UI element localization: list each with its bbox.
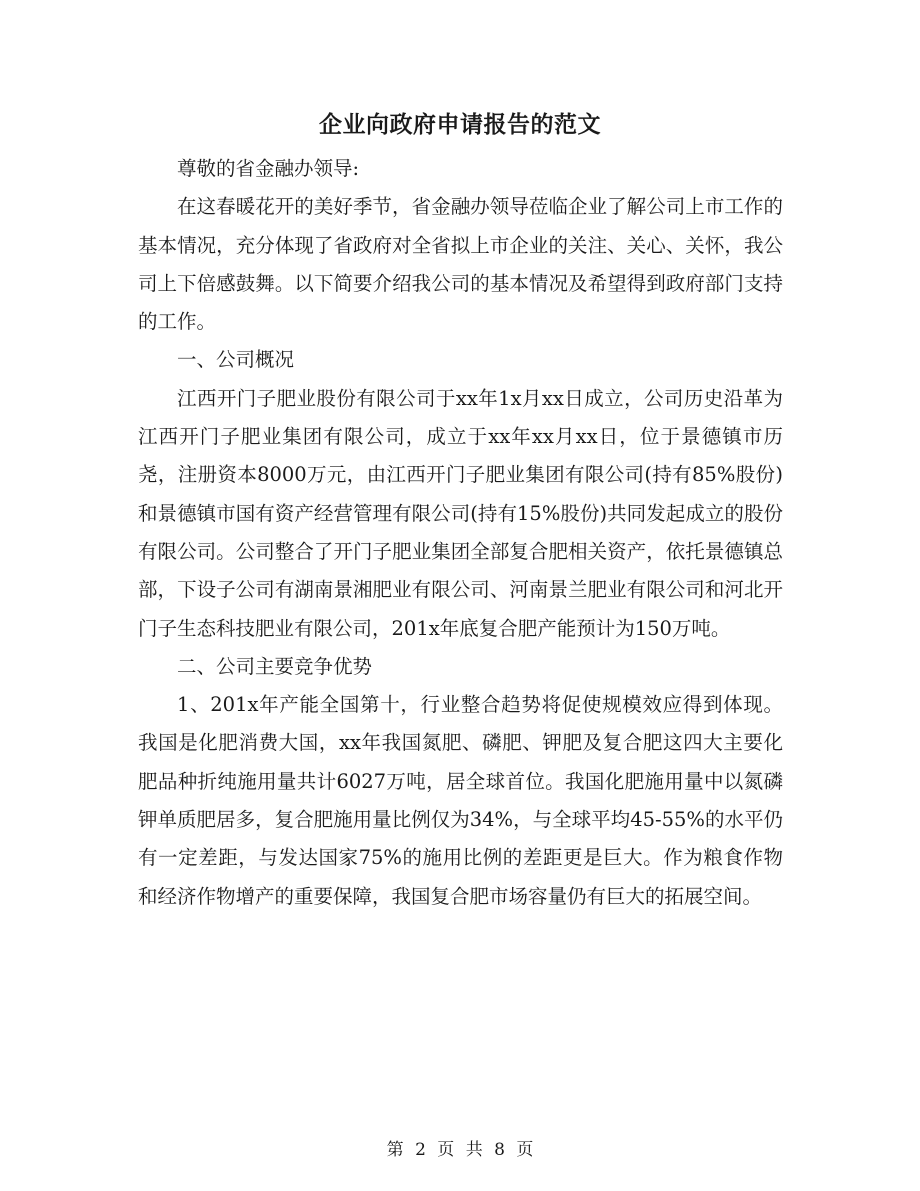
- document-body: [138, 150, 783, 916]
- section-heading-advantages: 二、公司主要竞争优势: [177, 654, 373, 678]
- section-heading-overview: 一、公司概况: [177, 348, 295, 372]
- advantage-paragraph: 1、201x年产能全国第十，行业整合趋势将促使规模效应得到体现。 我国是化肥消费大国，xx年我国氮肥、磷肥、钾肥及复合肥这四大主要化肥品种折纯施用量共计6027万吨，居全球首位。我国化肥施用量中以氮磷钾单质肥居多，复合肥施用量比例仅为34%，与全球平均45-55%的水平仍有一定差距，与发达国家75%的施用比例的差距更是巨大。作为粮食作物和经济作物增产的重要保障，我国复合肥市场容量仍有巨大的拓展空间。: [138, 693, 783, 908]
- page-number: 第 2 页 共 8 页: [386, 1140, 534, 1160]
- document-title: 企业向政府申请报告的范文: [319, 111, 601, 138]
- intro-paragraph: 在这春暖花开的美好季节，省金融办领导莅临企业了解公司上市工作的基本情况，充分体现了省政府对全省拟上市企业的关注、关心、关怀，我公司上下倍感鼓舞。以下简要介绍我公司的基本情况及希望得到政府部门支持的工作。: [138, 195, 783, 334]
- salutation: 尊敬的省金融办领导:: [177, 157, 360, 180]
- overview-paragraph: 江西开门子肥业股份有限公司于xx年1x月xx日成立，公司历史沿革为江西开门子肥业集团有限公司，成立于xx年xx月xx日，位于景德镇市历尧，注册资本8000万元，由江西开门子肥业集团有限公司(持有85%股份)和景德镇市国有资产经营管理有限公司(持有15%股份)共同发起成立的股份有限公司。公司整合了开门子肥业集团全部复合肥相关资产，依托景德镇总部，下设子公司有湖南景湘肥业有限公司、河南景兰肥业有限公司和河北开门子生态科技肥业有限公司，201x年底复合肥产能预计为150万吨。: [138, 386, 783, 640]
